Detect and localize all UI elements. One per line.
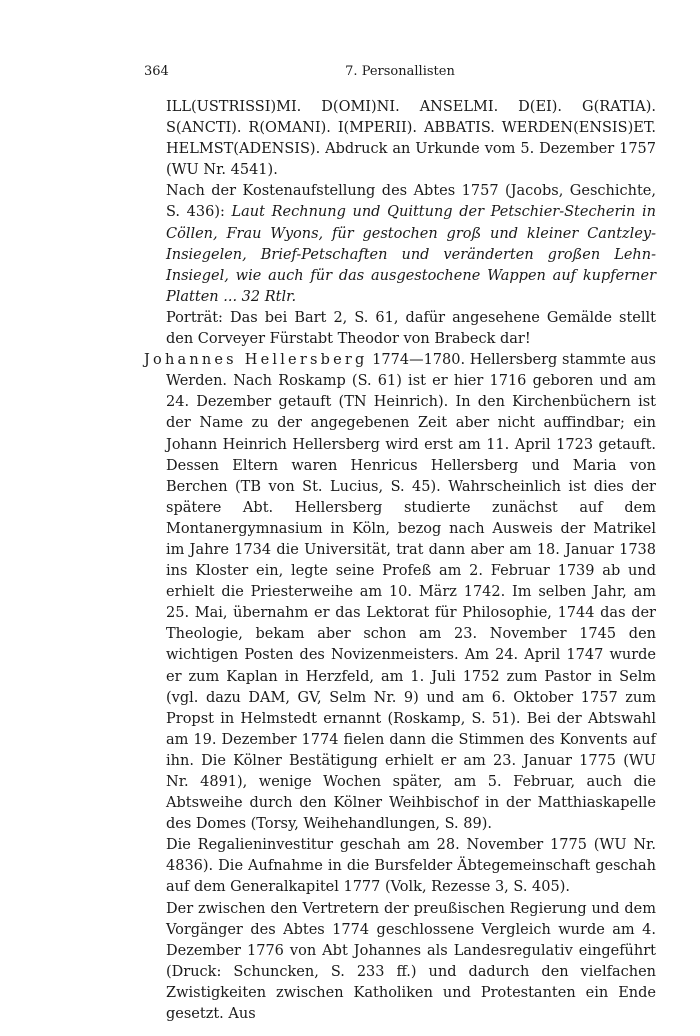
page-header — [144, 64, 656, 84]
body-text — [144, 97, 656, 1025]
page-number: 364 — [144, 64, 169, 79]
paragraph-regalia: Die Regalieninvestitur geschah am 28. November 1775 (WU Nr. 4836). Die Aufnahme in die Bursfelder Äbtegemeinschaft geschah auf dem Generalkapitel 1777 (Volk, Rezesse 3, S. 405). — [166, 837, 656, 896]
paragraph-entry-hellersberg — [144, 350, 656, 835]
cost-statement-intro: Nach der Kostenaufstellung des Abtes 1757 (Jacobs, Geschichte, S. 436): — [166, 183, 656, 221]
paragraph-seal-inscription: ILL(USTRISSI)MI. D(OMI)NI. ANSELMI. D(EI). G(RATIA). S(ANCTI). R(OMANI). I(MPERII). ABBATIS. WERDEN(ENSIS)ET. HELMST(ADENSIS). Abdruck an Urkunde vom 5. Dezember 1757 (WU Nr. 4541). — [166, 99, 656, 179]
entry-name: Johannes Hellersberg — [144, 352, 368, 369]
paragraph-settlement: Der zwischen den Vertretern der preußischen Regierung und dem Vorgänger des Abtes 1774 geschlossene Vergleich wurde am 4. Dezember 1776 von Abt Johannes als Landesregulativ eingeführt (Druck: Schuncken, S. 233 ff.) und dadurch den vielfachen Zwistigkeiten zwischen Katholiken und Protestanten ein Ende gesetzt. Aus — [166, 900, 656, 1023]
cost-statement-quote: Laut Rechnung und Quittung der Petschier-Stecherin in Cöllen, Frau Wyons, für gestochen groß und kleiner Cantzley-Insiegelen, Brief-Petschaften und veränderten großen Lehn-Insiegel, wie auch für das ausgestochene Wappen auf kupferner Platten ... 32 Rtlr. — [166, 204, 657, 305]
paragraph-cost-statement — [144, 181, 656, 308]
paragraph-portrait: Porträt: Das bei Bart 2, S. 61, dafür angesehene Gemälde stellt den Corveyer Fürstabt Theodor von Brabeck dar! — [166, 309, 656, 348]
running-head: 7. Personallisten — [345, 64, 455, 79]
entry-text: 1774—1780. Hellersberg stammte aus Werden. Nach Roskamp (S. 61) ist er hier 1716 geboren und am 24. Dezember getauft (TN Heinrich). In den Kirchenbüchern ist der Name zu der angegebenen Zeit aber nicht auffindbar; ein Johann Heinrich Hellersberg wird erst am 11. April 1723 getauft. Dessen Eltern waren Henricus Hellersberg und Maria von Berchen (TB von St. Lucius, S. 45). Wahrscheinlich ist dies der spätere Abt. Hellersberg studierte zunächst auf dem Montanergymnasium in Köln, bezog nach Ausweis der Matrikel im Jahre 1734 die Universität, trat dann aber am 18. Januar 1738 ins Kloster ein, legte seine Profeß am 2. Februar 1739 ab und erhielt die Priesterweihe am 10. März 1742. Im selben Jahr, am 25. Mai, übernahm er das Lektorat für Philosophie, 1744 das der Theologie, bekam aber schon am 23. November 1745 den wichtigen Posten des Novizenmeisters. Am 24. April 1747 wurde er zum Kaplan in Herzfeld, am 1. Juli 1752 zum Pastor in Selm (vgl. dazu DAM, GV, Selm Nr. 9) und am 6. Oktober 1757 zum Propst in Helmstedt ernannt (Roskamp, S. 51). Bei der Abtswahl am 19. Dezember 1774 fielen dann die Stimmen des Konvents auf ihn. Die Kölner Bestätigung erhielt er am 23. Januar 1775 (WU Nr. 4891), wenige Wochen später, am 5. Februar, auch die Abtsweihe durch den Kölner Weihbischof in der Matthiaskapelle des Domes (Torsy, Weihehandlungen, S. 89). — [166, 352, 656, 833]
